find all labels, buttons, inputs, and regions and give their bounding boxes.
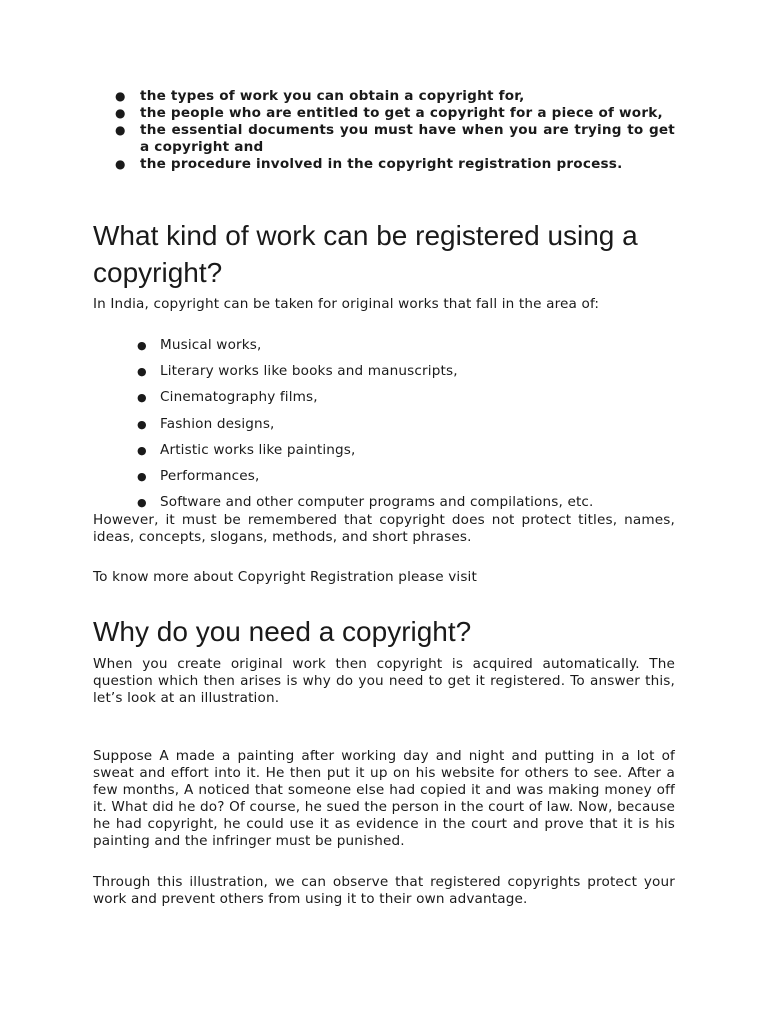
list-item	[115, 122, 675, 156]
list-item	[137, 363, 594, 389]
list-item	[115, 88, 675, 105]
list-item	[115, 105, 675, 122]
section-intro-paragraph: In India, copyright can be taken for original works that fall in the area of:	[93, 296, 600, 312]
works-bullet-list	[137, 337, 594, 520]
bullet-dot-icon: ●	[137, 339, 147, 352]
section-heading-why-copyright: Why do you need a copyright?	[93, 616, 472, 647]
list-item	[137, 416, 594, 442]
bullet-dot-icon: ●	[137, 365, 147, 379]
bullet-dot-icon: ●	[137, 469, 147, 483]
list-item-text: the types of work you can obtain a copyright for,	[140, 88, 525, 104]
section-heading-work-types: What kind of work can be registered using a copyright?	[93, 220, 638, 288]
intro-bullet-list	[115, 88, 675, 173]
conclusion-paragraph: Through this illustration, we can observe that registered copyrights protect your work and prevent others from using it to their own advantage.	[93, 874, 675, 907]
list-item-text: Musical works,	[160, 337, 262, 353]
list-item-text: Artistic works like paintings,	[160, 441, 356, 458]
list-item-text: Fashion designs,	[160, 415, 275, 432]
list-item-text: Literary works like books and manuscripts,	[160, 363, 458, 380]
list-item-text: Software and other computer programs and compilations, etc.	[160, 494, 594, 511]
bullet-dot-icon: ●	[115, 89, 126, 103]
list-item	[115, 156, 675, 173]
list-item-text: Performances,	[160, 467, 260, 484]
bullet-dot-icon: ●	[137, 443, 147, 457]
bullet-dot-icon: ●	[137, 496, 147, 510]
bullet-dot-icon: ●	[115, 157, 126, 171]
illustration-paragraph: Suppose A made a painting after working day and night and putting in a lot of sweat and effort into it. He then put it up on his website for others to see. After a few months, A noticed that someone else had copied it and was making money off it. What did he do? Of course, he sued the person in the court of law. Now, because he had copyright, he could use it as evidence in the court and prove that it is his painting and the infringer must be punished.	[93, 748, 675, 849]
why-copyright-paragraph: When you create original work then copyright is acquired automatically. The question which then arises is why do you need to get it registered. To answer this, let’s look at an illustration.	[93, 656, 675, 706]
list-item	[137, 337, 594, 363]
list-item	[137, 389, 594, 415]
more-info-paragraph: To know more about Copyright Registration please visit	[93, 569, 477, 585]
list-item-text: the essential documents you must have when you are trying to get a copyright and	[140, 122, 675, 155]
list-item-text: Cinematography films,	[160, 389, 318, 406]
list-item-text: the people who are entitled to get a copyright for a piece of work,	[140, 105, 663, 121]
bullet-dot-icon: ●	[137, 391, 147, 405]
list-item	[137, 442, 594, 468]
bullet-dot-icon: ●	[137, 417, 147, 431]
bullet-dot-icon: ●	[115, 106, 126, 120]
list-item-text: the procedure involved in the copyright registration process.	[140, 156, 623, 172]
list-item	[137, 468, 594, 494]
bullet-dot-icon: ●	[115, 123, 126, 137]
copyright-limitations-paragraph: However, it must be remembered that copyright does not protect titles, names, ideas, concepts, slogans, methods, and short phrases.	[93, 512, 675, 545]
